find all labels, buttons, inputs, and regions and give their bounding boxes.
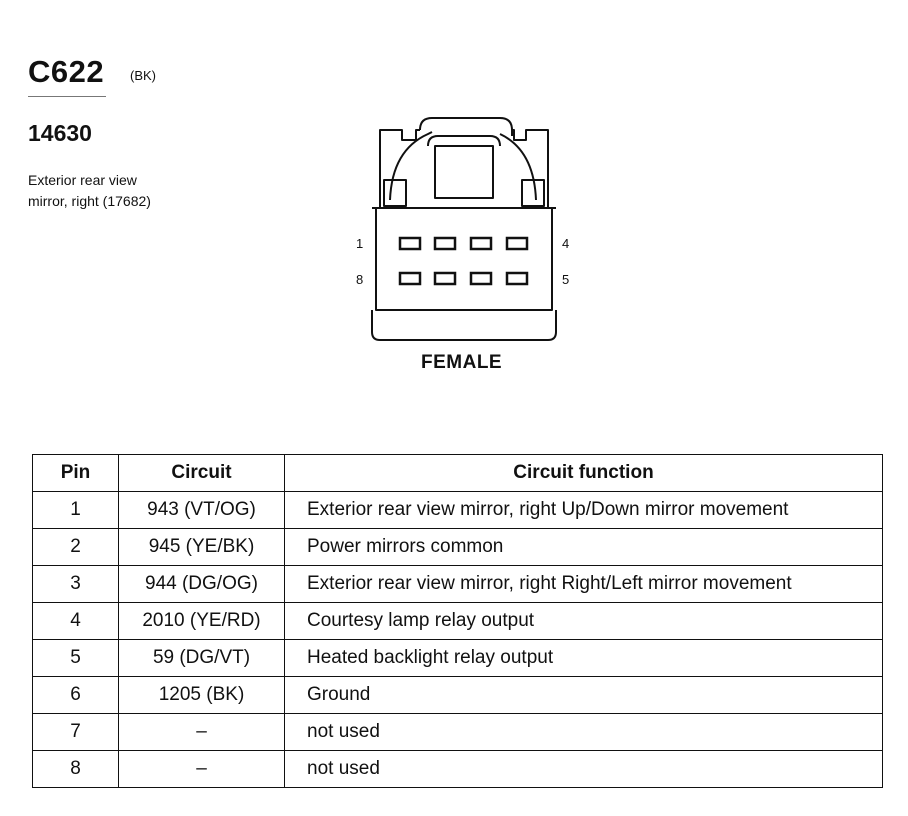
- header-circuit: Circuit: [119, 455, 285, 492]
- circuit-cell: 945 (YE/BK): [119, 529, 285, 566]
- latch-arc-left: [390, 132, 432, 200]
- table-row: [33, 640, 883, 677]
- pin-cell: 8: [33, 751, 119, 788]
- latch-outline: [420, 118, 512, 136]
- pin-cell: 7: [33, 714, 119, 751]
- pin-cell: 6: [33, 677, 119, 714]
- pin-label-8: 8: [356, 272, 364, 287]
- header-function: Circuit function: [285, 455, 883, 492]
- lock-tab: [435, 146, 493, 198]
- function-cell: Exterior rear view mirror, right Right/Left mirror movement: [285, 566, 883, 603]
- table-row: [33, 603, 883, 640]
- circuit-cell: 59 (DG/VT): [119, 640, 285, 677]
- circuit-cell: 1205 (BK): [119, 677, 285, 714]
- table-row: [33, 714, 883, 751]
- connector-description: [28, 170, 228, 212]
- table-row: [33, 751, 883, 788]
- lock-tab-top: [428, 136, 500, 146]
- function-cell: Ground: [285, 677, 883, 714]
- function-cell: not used: [285, 714, 883, 751]
- cavity-1: [400, 238, 420, 249]
- table-row: [33, 529, 883, 566]
- pin-cell: 2: [33, 529, 119, 566]
- cavity-7: [435, 273, 455, 284]
- side-window-right: [522, 180, 544, 206]
- connector-id: C622: [28, 54, 105, 89]
- pinout-table: [32, 454, 883, 788]
- housing-body: [376, 208, 552, 310]
- cavity-5: [507, 273, 527, 284]
- cavity-2: [435, 238, 455, 249]
- gender-label: FEMALE: [421, 352, 503, 373]
- circuit-cell: –: [119, 751, 285, 788]
- connector-face-diagram: [340, 110, 590, 350]
- header-pin: Pin: [33, 455, 119, 492]
- function-cell: Courtesy lamp relay output: [285, 603, 883, 640]
- table-row: [33, 677, 883, 714]
- pin-cell: 1: [33, 492, 119, 529]
- pin-label-4: 4: [562, 236, 570, 251]
- pin-cell: 5: [33, 640, 119, 677]
- function-cell: not used: [285, 751, 883, 788]
- pin-cell: 4: [33, 603, 119, 640]
- cavity-3: [471, 238, 491, 249]
- circuit-cell: –: [119, 714, 285, 751]
- housing-bottom: [372, 310, 556, 340]
- circuit-cell: 944 (DG/OG): [119, 566, 285, 603]
- table-row: [33, 492, 883, 529]
- pin-label-5: 5: [562, 272, 570, 287]
- circuit-cell: 2010 (YE/RD): [119, 603, 285, 640]
- latch-arc-right: [500, 134, 536, 200]
- part-number: 14630: [28, 120, 92, 146]
- connector-color: (BK): [130, 68, 156, 83]
- side-window-left: [384, 180, 406, 206]
- description-line-1: Exterior rear view: [28, 172, 137, 188]
- cavity-8: [400, 273, 420, 284]
- function-cell: Power mirrors common: [285, 529, 883, 566]
- table-header-row: [33, 455, 883, 492]
- function-cell: Heated backlight relay output: [285, 640, 883, 677]
- title-underline: [28, 96, 106, 97]
- cavity-6: [471, 273, 491, 284]
- pin-cell: 3: [33, 566, 119, 603]
- cavity-4: [507, 238, 527, 249]
- description-line-2: mirror, right (17682): [28, 193, 151, 209]
- pin-label-1: 1: [356, 236, 364, 251]
- table-row: [33, 566, 883, 603]
- circuit-cell: 943 (VT/OG): [119, 492, 285, 529]
- function-cell: Exterior rear view mirror, right Up/Down mirror movement: [285, 492, 883, 529]
